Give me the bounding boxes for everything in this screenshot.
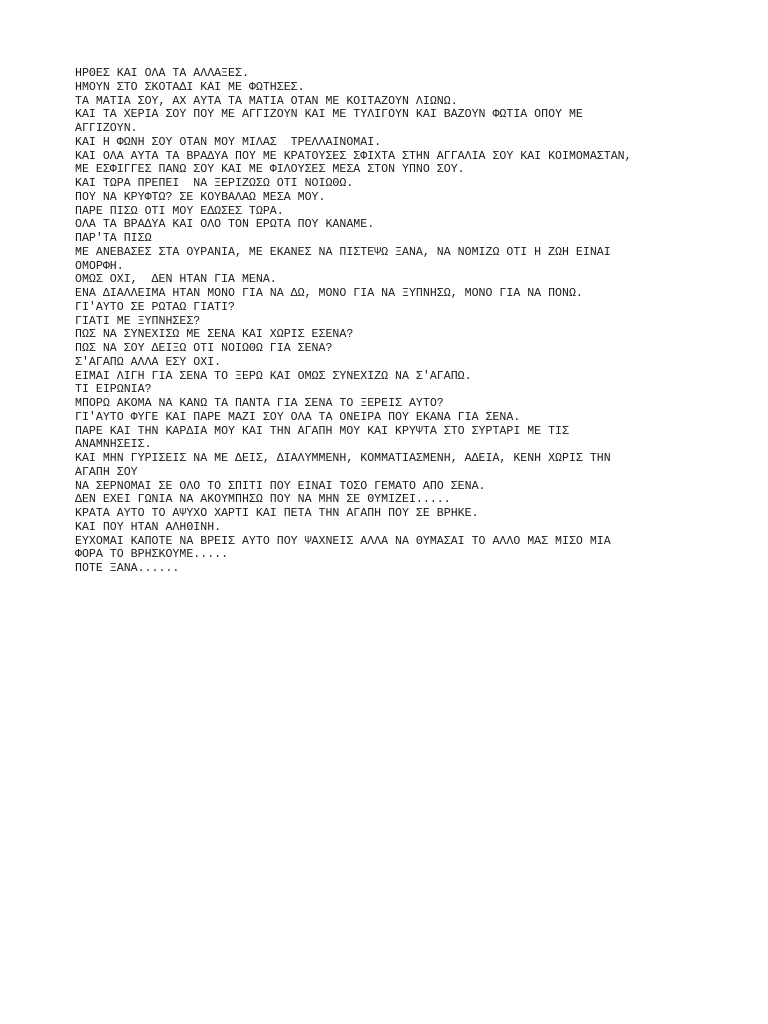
text-line: ΕΝΑ ΔΙΑΛΛΕΙΜΑ ΗΤΑΝ ΜΟΝΟ ΓΙΑ ΝΑ ΔΩ, ΜΟΝΟ ΓΙΑ ΝΑ ΞΥΠΝΗΣΩ, ΜΟΝΟ ΓΙΑ ΝΑ ΠΟΝΩ. [75,287,583,300]
text-line: ΚΑΙ ΟΛΑ ΑΥΤΑ ΤΑ ΒΡΑΔΥΑ ΠΟΥ ΜΕ ΚΡΑΤΟΥΣΕΣ ΣΦΙΧΤΑ ΣΤΗΝ ΑΓΓΑΛΙΑ ΣΟΥ ΚΑΙ ΚΟΙΜΟΜΑΣΤΑΝ, [75,149,632,163]
text-line: ΠΑΡ'ΤΑ ΠΙΣΩ [75,232,152,245]
text-line: ΚΑΙ ΤΩΡΑ ΠΡΕΠΕΙ ΝΑ ΞΕΡΙΖΩΣΩ ΟΤΙ ΝΟΙΩΘΩ. [75,177,354,190]
text-line: ΕΙΜΑΙ ΛΙΓΗ ΓΙΑ ΣΕΝΑ ΤΟ ΞΕΡΩ ΚΑΙ ΟΜΩΣ ΣΥΝΕΧΙΖΩ ΝΑ Σ'ΑΓΑΠΩ. [75,369,472,383]
text-line: ΕΥΧΟΜΑΙ ΚΑΠΟΤΕ ΝΑ ΒΡΕΙΣ ΑΥΤΟ ΠΟΥ ΨΑΧΝΕΙΣ ΑΛΛΑ ΝΑ ΘΥΜΑΣΑΙ ΤΟ ΑΛΛΟ ΜΑΣ ΜΙΣΟ ΜΙΑ [75,534,611,548]
poem-text-block [75,67,705,576]
text-line: ΜΕ ΑΝΕΒΑΣΕΣ ΣΤΑ ΟΥΡΑΝΙΑ, ΜΕ ΕΚΑΝΕΣ ΝΑ ΠΙΣΤΕΨΩ ΞΑΝΑ, ΝΑ ΝΟΜΙΖΩ ΟΤΙ Η ΖΩΗ ΕΙΝΑΙ [75,245,611,259]
text-line: ΗΜΟΥΝ ΣΤΟ ΣΚΟΤΑΔΙ ΚΑΙ ΜΕ ΦΩΤΗΣΕΣ. [75,80,305,94]
text-line: ΠΑΡΕ ΚΑΙ ΤΗΝ ΚΑΡΔΙΑ ΜΟΥ ΚΑΙ ΤΗΝ ΑΓΑΠΗ ΜΟΥ ΚΑΙ ΚΡΥΨΤΑ ΣΤΟ ΣΥΡΤΑΡΙ ΜΕ ΤΙΣ [75,424,569,438]
text-line: ΠΩΣ ΝΑ ΣΟΥ ΔΕΙΞΩ ΟΤΙ ΝΟΙΩΘΩ ΓΙΑ ΣΕΝΑ? [75,342,333,355]
text-line: ΤΙ ΕΙΡΩΝΙΑ? [75,383,152,397]
text-line: Σ'ΑΓΑΠΩ ΑΛΛΑ ΕΣΥ ΟΧΙ. [75,355,222,369]
text-line: ΠΟΤΕ ΞΑΝΑ...... [75,562,180,575]
text-line: ΟΜΩΣ ΟΧΙ, ΔΕΝ ΗΤΑΝ ΓΙΑ ΜΕΝΑ. [75,273,277,287]
text-line: ΜΕ ΕΣΦΙΓΓΕΣ ΠΑΝΩ ΣΟΥ ΚΑΙ ΜΕ ΦΙΛΟΥΣΕΣ ΜΕΣΑ ΣΤΟΝ ΥΠΝΟ ΣΟΥ. [75,163,465,177]
text-line: ΠΩΣ ΝΑ ΣΥΝΕΧΙΣΩ ΜΕ ΣΕΝΑ ΚΑΙ ΧΩΡΙΣ ΕΣΕΝΑ? [75,328,354,342]
text-line: ΝΑ ΣΕΡΝΟΜΑΙ ΣΕ ΟΛΟ ΤΟ ΣΠΙΤΙ ΠΟΥ ΕΙΝΑΙ ΤΟΣΟ ΓΕΜΑΤΟ ΑΠΟ ΣΕΝΑ. [75,479,486,493]
text-line: ΟΛΑ ΤΑ ΒΡΑΔΥΑ ΚΑΙ ΟΛΟ ΤΟΝ ΕΡΩΤΑ ΠΟΥ ΚΑΝΑΜΕ. [75,218,375,232]
text-line: ΚΑΙ ΜΗΝ ΓΥΡΙΣΕΙΣ ΝΑ ΜΕ ΔΕΙΣ, ΔΙΑΛΥΜΜΕΝΗ, ΚΟΜΜΑΤΙΑΣΜΕΝΗ, ΑΔΕΙΑ, ΚΕΝΗ ΧΩΡΙΣ ΤΗΝ [75,452,611,465]
text-line: ΗΡΘΕΣ ΚΑΙ ΟΛΑ ΤΑ ΑΛΛΑΞΕΣ. [75,67,249,80]
text-line: ΜΠΟΡΩ ΑΚΟΜΑ ΝΑ ΚΑΝΩ ΤΑ ΠΑΝΤΑ ΓΙΑ ΣΕΝΑ ΤΟ ΞΕΡΕΙΣ ΑΥΤΟ? [75,397,444,410]
text-line: ΦΟΡΑ ΤΟ ΒΡΗΣΚΟΥΜΕ..... [75,548,229,562]
text-line: ΑΓΑΠΗ ΣΟΥ [75,465,138,479]
text-line: ΑΝΑΜΝΗΣΕΙΣ. [75,438,152,452]
text-line: ΓΙ'ΑΥΤΟ ΦΥΓΕ ΚΑΙ ΠΑΡΕ ΜΑΖΙ ΣΟΥ ΟΛΑ ΤΑ ΟΝΕΙΡΑ ΠΟΥ ΕΚΑΝΑ ΓΙΑ ΣΕΝΑ. [75,410,521,424]
text-line: ΑΓΓΙΖΟΥΝ. [75,122,138,135]
text-line: ΚΑΙ Η ΦΩΝΗ ΣΟΥ ΟΤΑΝ ΜΟΥ ΜΙΛΑΣ ΤΡΕΛΛΑΙΝΟΜΑΙ. [75,135,382,149]
text-line: ΔΕΝ ΕΧΕΙ ΓΩΝΙΑ ΝΑ ΑΚΟΥΜΠΗΣΩ ΠΟΥ ΝΑ ΜΗΝ ΣΕ ΘΥΜΙΖΕΙ..... [75,493,451,507]
text-line: ΚΑΙ ΠΟΥ ΗΤΑΝ ΑΛΗΘΙΝΗ. [75,520,222,534]
text-line: ΠΟΥ ΝΑ ΚΡΥΦΤΩ? ΣΕ ΚΟΥΒΑΛΑΩ ΜΕΣΑ ΜΟΥ. [75,190,326,204]
text-line: ΤΑ ΜΑΤΙΑ ΣΟΥ, ΑΧ ΑΥΤΑ ΤΑ ΜΑΤΙΑ ΟΤΑΝ ΜΕ ΚΟΙΤΑΖΟΥΝ ΛΙΩΝΩ. [75,94,458,108]
text-line: ΟΜΟΡΦΗ. [75,259,124,273]
text-line: ΓΙ'ΑΥΤΟ ΣΕ ΡΩΤΑΩ ΓΙΑΤΙ? [75,300,236,314]
text-line: ΚΑΙ ΤΑ ΧΕΡΙΑ ΣΟΥ ΠΟΥ ΜΕ ΑΓΓΙΖΟΥΝ ΚΑΙ ΜΕ ΤΥΛΙΓΟΥΝ ΚΑΙ ΒΑΖΟΥΝ ΦΩΤΙΑ ΟΠΟΥ ΜΕ [75,108,583,122]
text-line: ΚΡΑΤΑ ΑΥΤΟ ΤΟ ΑΨΥΧΟ ΧΑΡΤΙ ΚΑΙ ΠΕΤΑ ΤΗΝ ΑΓΑΠΗ ΠΟΥ ΣΕ ΒΡΗΚΕ. [75,507,479,520]
text-line: ΠΑΡΕ ΠΙΣΩ ΟΤΙ ΜΟΥ ΕΔΩΣΕΣ ΤΩΡΑ. [75,204,284,218]
text-line: ΓΙΑΤΙ ΜΕ ΞΥΠΝΗΣΕΣ? [75,314,201,328]
